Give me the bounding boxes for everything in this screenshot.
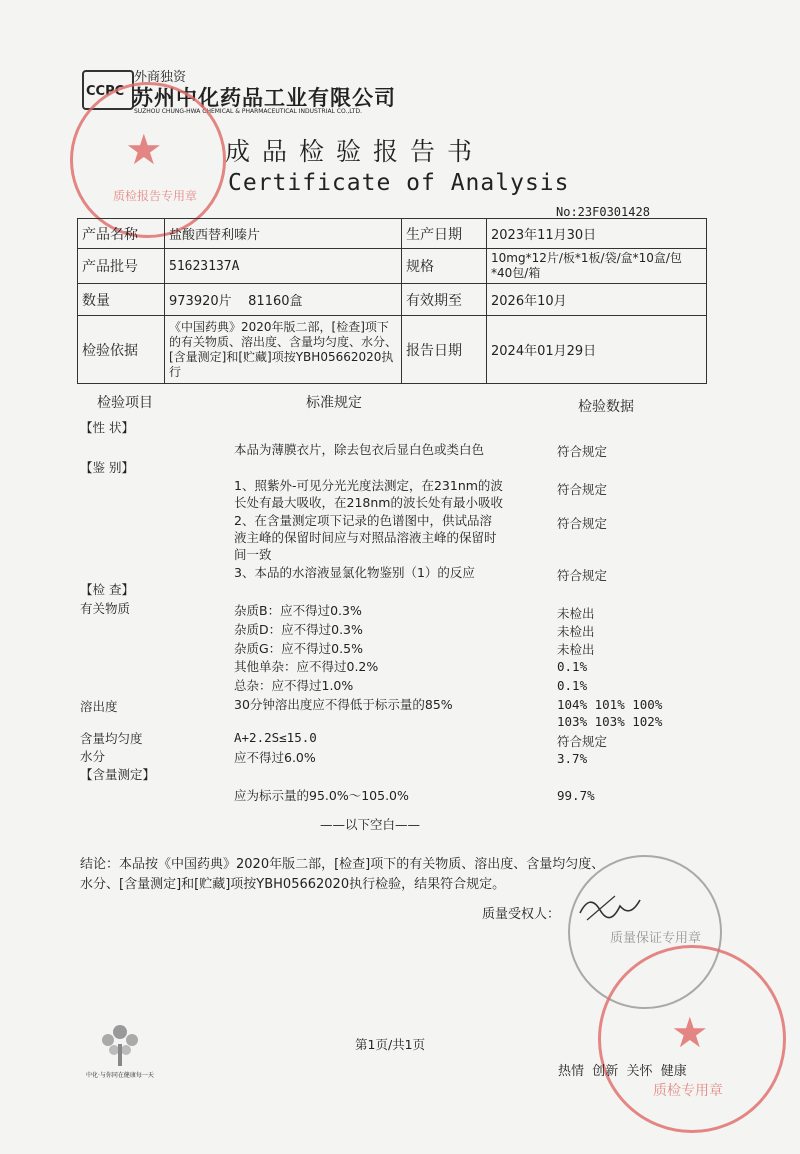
test-item: 水分 <box>80 749 106 764</box>
test-result: 未检出 <box>557 642 595 657</box>
product-name-label: 产品名称 <box>78 219 165 249</box>
expiry-label: 有效期至 <box>402 284 487 316</box>
test-item: 【性 状】 <box>80 420 134 435</box>
gray-stamp-text: 质量保证专用章 <box>610 931 702 946</box>
report-date-value: 2024年01月29日 <box>487 316 707 384</box>
logo-text: CCPC <box>86 84 125 99</box>
title-cn: 成品检验报告书 <box>225 137 485 166</box>
basis-value: 《中国药典》2020年版二部，[检查]项下的有关物质、溶出度、含量均匀度、水分、[含量测定]和[贮藏]项按YBH05662020执行 <box>165 316 402 384</box>
test-result: 3.7% <box>557 751 588 766</box>
test-standard: 杂质D：应不得过0.3% <box>234 622 363 637</box>
test-standard: 总杂：应不得过1.0% <box>234 678 354 693</box>
test-item: 含量均匀度 <box>80 731 143 746</box>
company-tag: 外商独资 <box>134 70 187 85</box>
test-result: 103% 103% 102% <box>557 714 663 729</box>
company-slogan: 热情 创新 关怀 健康 <box>558 1064 687 1079</box>
batch-value: 51623137A <box>165 249 402 284</box>
test-standard: 长处有最大吸收，在218nm的波长处有最小吸收 <box>234 495 503 510</box>
test-result: 0.1% <box>557 659 588 674</box>
qc-seal-stamp <box>598 945 786 1133</box>
test-standard: 本品为薄膜衣片，除去包衣后显白色或类白色 <box>234 442 485 457</box>
test-standard: 应不得过6.0% <box>234 750 316 765</box>
column-result: 检验数据 <box>578 399 634 415</box>
test-standard: 30分钟溶出度应不得低于标示量的85% <box>234 697 453 712</box>
top-seal-stamp <box>70 82 226 238</box>
test-result: 符合规定 <box>557 516 608 531</box>
bottom-stamp-text: 质检专用章 <box>653 1083 723 1099</box>
signature <box>575 888 645 928</box>
test-result: 符合规定 <box>557 444 608 459</box>
prod-date-label: 生产日期 <box>402 219 487 249</box>
batch-label: 产品批号 <box>78 249 165 284</box>
test-standard: 应为标示量的95.0%～105.0% <box>234 788 409 803</box>
prod-date-value: 2023年11月30日 <box>487 219 707 249</box>
test-result: 99.7% <box>557 788 595 803</box>
product-info-table <box>77 218 707 384</box>
test-standard: 其他单杂：应不得过0.2% <box>234 659 379 674</box>
test-result: 104% 101% 100% <box>557 697 663 712</box>
blank-line: ——以下空白—— <box>320 817 421 832</box>
test-standard: A+2.2S≤15.0 <box>234 730 317 745</box>
top-stamp-text: 质检报告专用章 <box>113 189 198 203</box>
test-standard: 杂质G：应不得过0.5% <box>234 641 363 656</box>
test-standard: 杂质B：应不得过0.3% <box>234 603 362 618</box>
page-number: 第1页/共1页 <box>355 1037 426 1052</box>
test-item: 【含量测定】 <box>80 767 156 782</box>
footer-logo-text: 中化·与你同在健康每一天 <box>86 1072 154 1079</box>
star-icon: ★ <box>671 1008 709 1057</box>
expiry-value: 2026年10月 <box>487 284 707 316</box>
conclusion-line-1: 结论：本品按《中国药典》2020年版二部，[检查]项下的有关物质、溶出度、含量均匀度、 <box>80 857 605 872</box>
basis-label: 检验依据 <box>78 316 165 384</box>
star-icon: ★ <box>125 125 163 174</box>
test-result: 符合规定 <box>557 734 608 749</box>
column-standard: 标准规定 <box>306 395 362 411</box>
test-standard: 3、本品的水溶液显氯化物鉴别（1）的反应 <box>234 565 475 580</box>
tree-logo-icon <box>92 1018 148 1068</box>
test-standard: 1、照紫外-可见分光光度法测定，在231nm的波 <box>234 478 503 493</box>
report-date-label: 报告日期 <box>402 316 487 384</box>
test-result: 未检出 <box>557 606 595 621</box>
company-name: 苏州中化药品工业有限公司 <box>132 86 396 110</box>
qty-label: 数量 <box>78 284 165 316</box>
test-result: 0.1% <box>557 678 588 693</box>
test-result: 符合规定 <box>557 482 608 497</box>
test-item: 【鉴 别】 <box>80 460 134 475</box>
column-item: 检验项目 <box>97 395 153 411</box>
company-en-name: SUZHOU CHUNG-HWA CHEMICAL & PHARMACEUTICAL INDUSTRIAL CO.,LTD. <box>134 108 362 115</box>
test-standard: 间一致 <box>234 547 272 562</box>
certificate-number: No:23F0301428 <box>556 205 650 219</box>
spec-label: 规格 <box>402 249 487 284</box>
test-standard: 2、在含量测定项下记录的色谱图中，供试品溶 <box>234 513 492 528</box>
qty-value: 973920片 81160盒 <box>165 284 402 316</box>
spec-value: 10mg*12片/板*1板/袋/盒*10盒/包*40包/箱 <box>487 249 707 284</box>
test-standard: 液主峰的保留时间应与对照品溶液主峰的保留时 <box>234 530 497 545</box>
authorized-person-label: 质量受权人： <box>482 907 561 922</box>
test-item: 有关物质 <box>80 601 131 616</box>
product-name-value: 盐酸西替利嗪片 <box>165 219 402 249</box>
test-item: 溶出度 <box>80 699 118 714</box>
test-result: 未检出 <box>557 624 595 639</box>
test-result: 符合规定 <box>557 568 608 583</box>
conclusion-line-2: 水分、[含量测定]和[贮藏]项按YBH05662020执行检验，结果符合规定。 <box>80 877 506 892</box>
title-en: Certificate of Analysis <box>228 170 570 196</box>
test-item: 【检 查】 <box>80 582 134 597</box>
